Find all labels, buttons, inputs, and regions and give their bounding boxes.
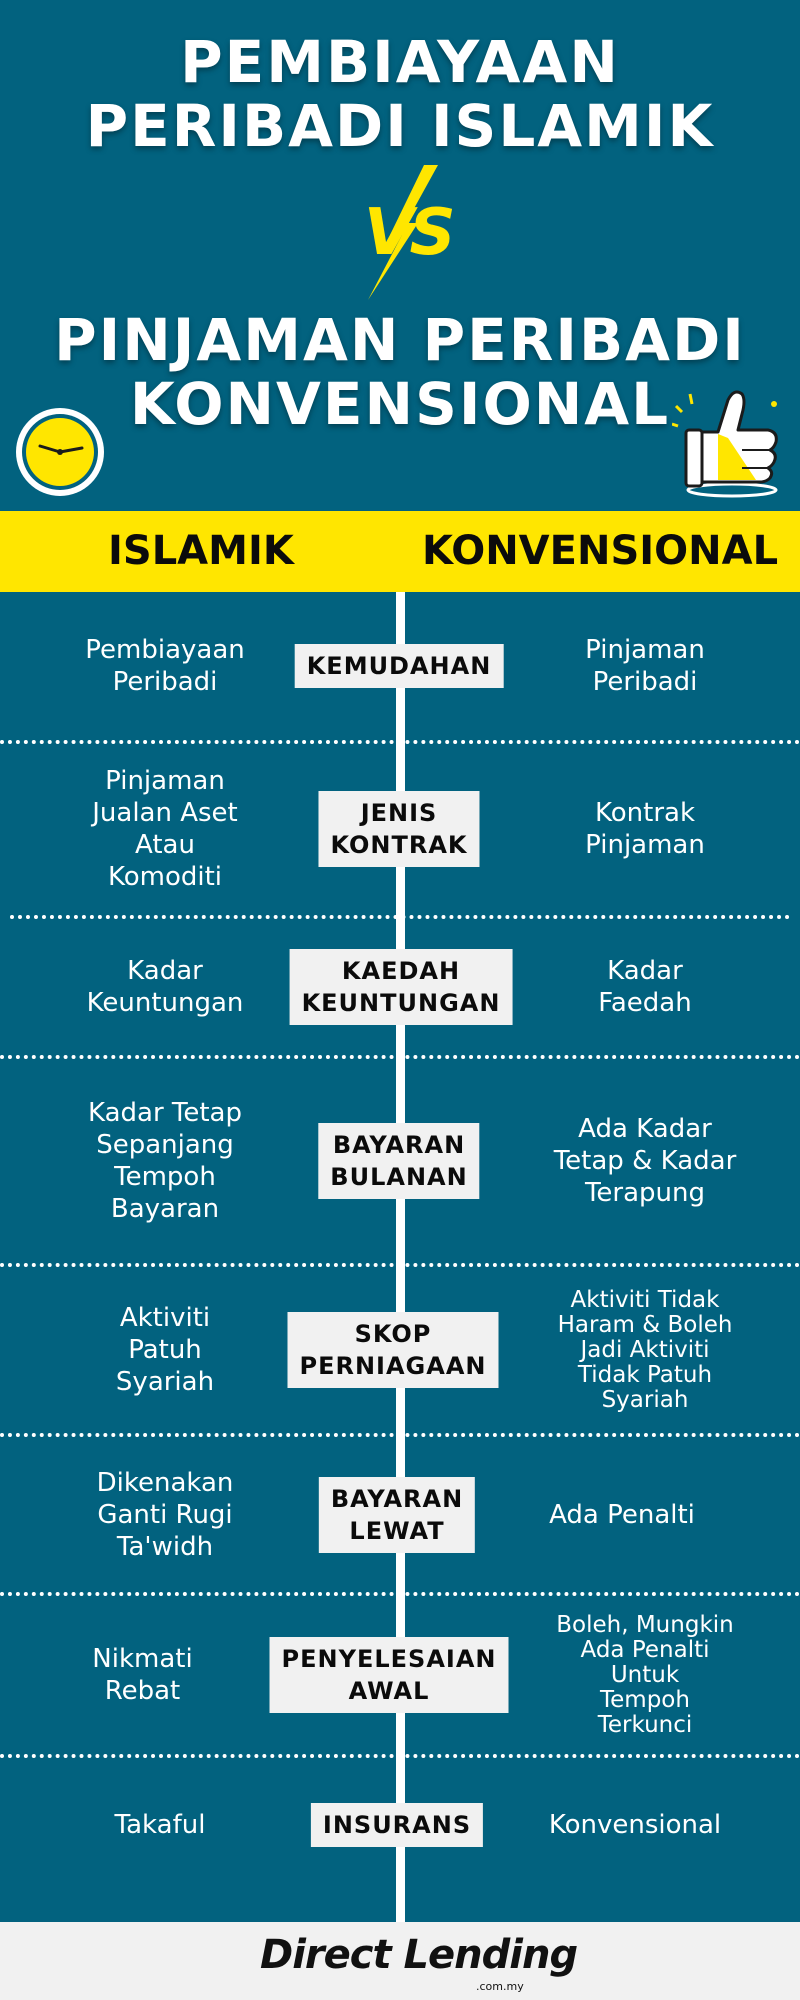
konvensional-value: Ada Penalti <box>549 1499 695 1530</box>
konvensional-value: Pinjaman Peribadi <box>585 635 705 697</box>
islamik-value: Pembiayaan Peribadi <box>85 635 245 697</box>
footer <box>0 1922 800 2000</box>
comparison-row-bayaran-bulanan <box>0 1059 800 1262</box>
title-line-4: KONVENSIONAL <box>129 370 671 438</box>
islamik-value: Aktiviti Patuh Syariah <box>115 1303 215 1397</box>
vs-text: VS <box>364 196 452 270</box>
infographic-header <box>0 0 800 511</box>
title-line-3: PINJAMAN PERIBADI <box>54 306 746 374</box>
category-label: INSURANS <box>311 1803 483 1847</box>
category-label: BAYARAN BULANAN <box>318 1123 479 1199</box>
title-line-2: PERIBADI ISLAMIK <box>85 92 715 160</box>
column-header-islamik: ISLAMIK <box>108 528 294 574</box>
comparison-row-kemudahan <box>0 592 800 740</box>
brand-domain: .com.my <box>476 1980 524 1993</box>
konvensional-value: Kadar Faedah <box>598 955 692 1018</box>
thumbs-up-icon <box>672 382 784 500</box>
islamik-value: Nikmati Rebat <box>92 1644 193 1706</box>
title-line-1: PEMBIAYAAN <box>180 28 620 96</box>
category-label: KAEDAH KEUNTUNGAN <box>290 949 513 1025</box>
brand-logo[interactable]: Direct Lending <box>260 1932 578 1978</box>
comparison-row-insurans <box>0 1758 800 1892</box>
konvensional-value: Aktiviti Tidak Haram & Boleh Jadi Aktiviti Tidak Patuh Syariah <box>557 1286 733 1413</box>
islamik-value: Kadar Keuntungan <box>86 955 244 1018</box>
konvensional-value: Boleh, Mungkin Ada Penalti Untuk Tempoh Terkunci <box>556 1611 734 1738</box>
category-label: PENYELESAIAN AWAL <box>270 1637 509 1713</box>
konvensional-value: Kontrak Pinjaman <box>585 798 705 860</box>
comparison-row-bayaran-lewat <box>0 1437 800 1592</box>
islamik-value: Takaful <box>114 1810 206 1840</box>
islamik-value: Kadar Tetap Sepanjang Tempoh Bayaran <box>87 1097 242 1224</box>
category-label: KEMUDAHAN <box>295 644 504 688</box>
comparison-row-kaedah-keuntungan <box>0 919 800 1054</box>
comparison-row-jenis-kontrak <box>0 744 800 914</box>
column-header-konvensional: KONVENSIONAL <box>422 528 779 574</box>
category-label: JENIS KONTRAK <box>318 791 479 867</box>
comparison-row-skop-perniagaan <box>0 1267 800 1433</box>
category-label: BAYARAN LEWAT <box>319 1477 475 1553</box>
islamik-value: Pinjaman Jualan Aset Atau Komoditi <box>92 766 238 892</box>
comparison-row-penyelesaian-awal <box>0 1596 800 1754</box>
vs-badge <box>360 165 452 300</box>
islamik-value: Dikenakan Ganti Rugi Ta'widh <box>96 1467 234 1562</box>
category-label: SKOP PERNIAGAAN <box>288 1312 499 1388</box>
konvensional-value: Ada Kadar Tetap & Kadar Terapung <box>553 1113 737 1208</box>
clock-icon <box>14 406 106 498</box>
column-header-band <box>0 511 800 592</box>
konvensional-value: Konvensional <box>548 1810 722 1840</box>
